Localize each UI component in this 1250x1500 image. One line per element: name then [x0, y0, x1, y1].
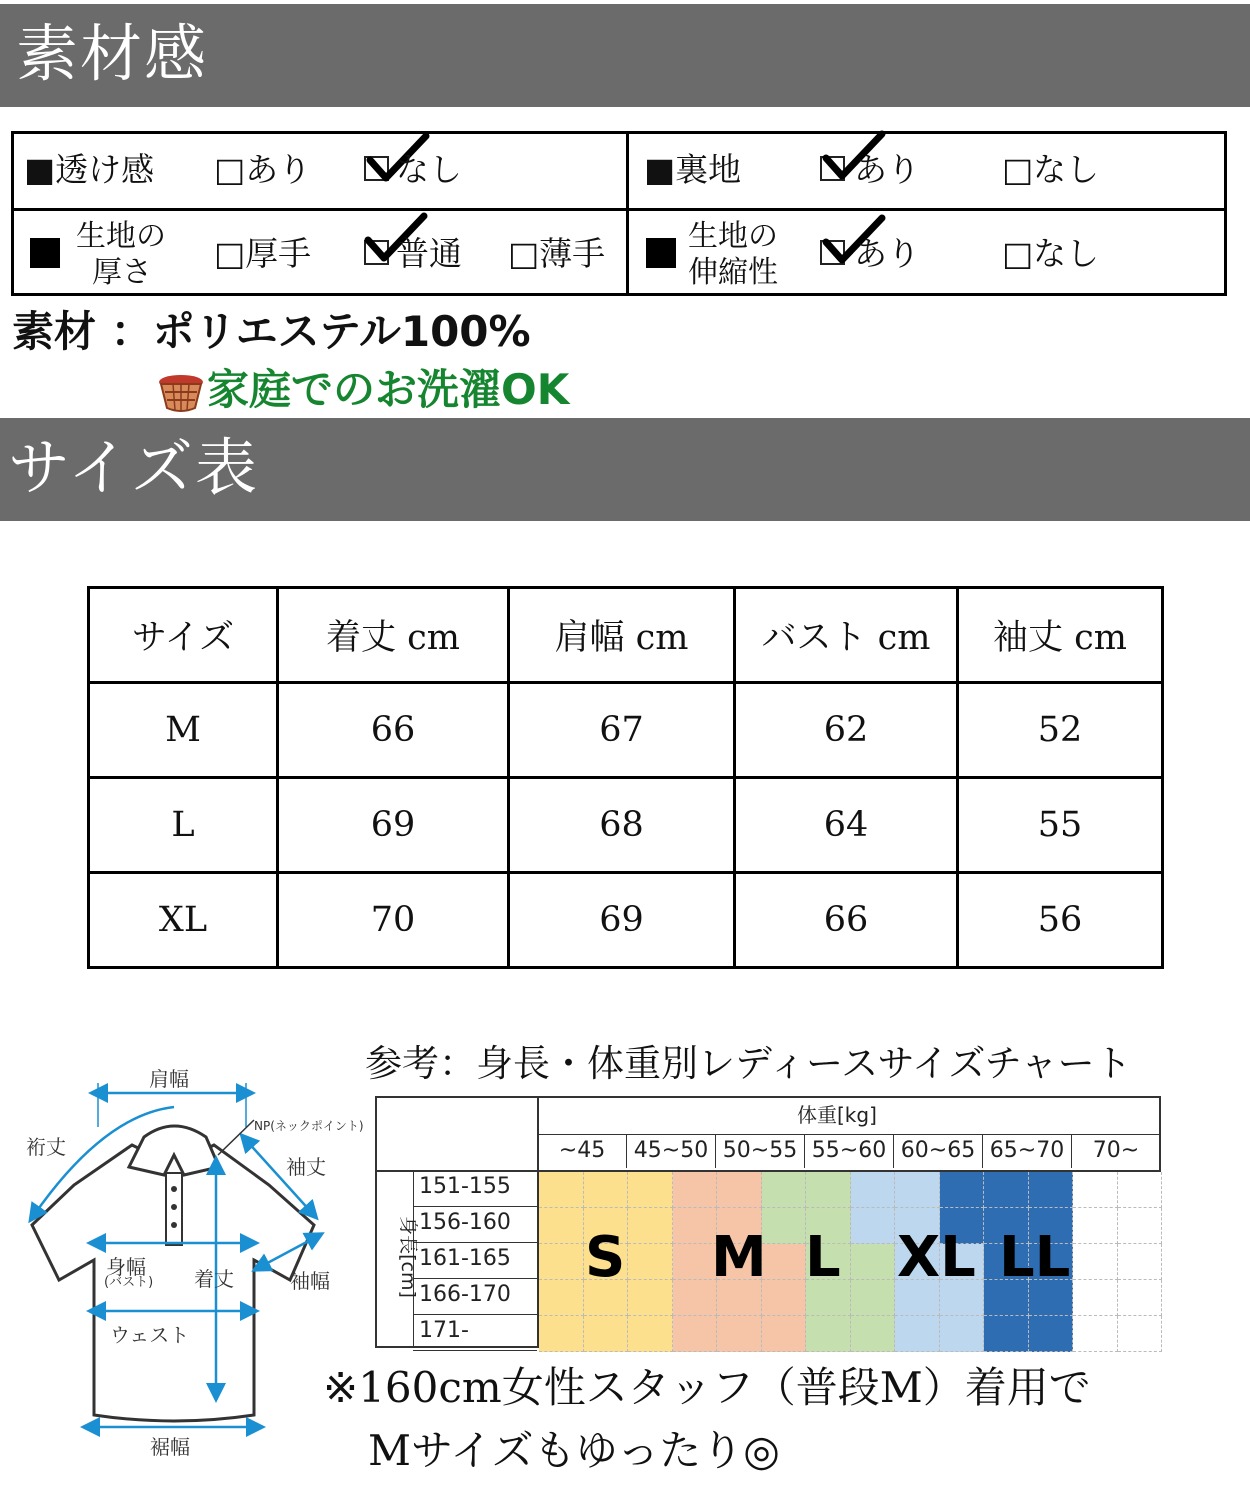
size-chart-cell: [1073, 1208, 1118, 1244]
header-shoulder: 肩幅 cm: [509, 588, 735, 683]
size-chart-cell: [1073, 1316, 1118, 1352]
weight-column-header: 65~70: [982, 1134, 1071, 1168]
size-chart-cell: [762, 1280, 807, 1316]
laundry-basket-icon: [157, 370, 205, 414]
sheer-option-no: なし: [396, 150, 462, 189]
size-chart-cell: [539, 1172, 584, 1208]
size-chart-cell: [1029, 1172, 1074, 1208]
thickness-option-thick: □厚手: [214, 234, 312, 273]
size-chart-cell: [539, 1316, 584, 1352]
stretch-label-line1: 生地の: [688, 219, 778, 254]
weight-column-header: ~45: [537, 1134, 626, 1168]
label-neck-point: NP(ネックポイント): [254, 1119, 364, 1133]
size-chart-cell: [984, 1316, 1029, 1352]
label-bust: (バスト): [104, 1275, 154, 1290]
size-chart-cell: [806, 1172, 851, 1208]
size-chart-cell: [1118, 1316, 1163, 1352]
height-row-label: 156-160: [419, 1210, 511, 1235]
size-label-s: S: [585, 1225, 626, 1290]
table-cell: L: [89, 778, 278, 873]
size-chart-cell: [584, 1172, 629, 1208]
size-chart-cell: [851, 1244, 896, 1280]
material-feel-banner: [0, 4, 1250, 107]
size-label-xl: XL: [897, 1225, 976, 1290]
table-row: [89, 683, 1163, 778]
label-sleeve-width: 袖幅: [290, 1269, 330, 1293]
table-cell: 52: [958, 683, 1163, 778]
grid-divider: [626, 134, 629, 293]
size-label-ll: LL: [999, 1225, 1071, 1290]
lining-option-yes: あり: [854, 150, 920, 189]
size-chart-cell: [940, 1316, 985, 1352]
table-row: [89, 873, 1163, 968]
table-cell: 66: [278, 683, 509, 778]
size-chart-cell: [539, 1244, 584, 1280]
table-cell: 62: [735, 683, 958, 778]
size-chart-cell: [628, 1244, 673, 1280]
weight-column-header: 45~50: [626, 1134, 715, 1168]
size-chart-cell: [895, 1316, 940, 1352]
size-chart-cell: [806, 1316, 851, 1352]
size-chart-cell: [851, 1208, 896, 1244]
thickness-option-thin: □薄手: [508, 234, 606, 273]
height-row-label: 151-155: [419, 1174, 511, 1199]
header-bust: バスト cm: [735, 588, 958, 683]
height-row-label: 161-165: [419, 1246, 511, 1271]
table-cell: 66: [735, 873, 958, 968]
garment-measurement-diagram: [14, 1055, 374, 1475]
grid-divider: [14, 208, 1224, 211]
chart-divider: [413, 1350, 537, 1351]
table-header-row: [89, 588, 1163, 683]
size-chart-cell: [762, 1316, 807, 1352]
stretch-option-no: □なし: [1002, 234, 1100, 273]
material-feel-heading: 素材感: [16, 17, 209, 90]
thickness-label-line1: 生地の: [76, 219, 166, 254]
size-chart: [375, 1096, 1161, 1348]
thickness-option-normal: 普通: [396, 234, 462, 273]
size-chart-cell: [1118, 1280, 1163, 1316]
size-chart-cell: [539, 1280, 584, 1316]
table-cell: 68: [509, 778, 735, 873]
sheer-option-yes: □あり: [214, 150, 312, 189]
size-chart-cell: [851, 1280, 896, 1316]
table-cell: 69: [509, 873, 735, 968]
lining-option-no: □なし: [1002, 150, 1100, 189]
size-table-banner: [0, 418, 1250, 521]
height-axis-label: 身長[cm]: [396, 1216, 419, 1298]
size-chart-cell: [851, 1172, 896, 1208]
size-label-m: M: [711, 1225, 767, 1290]
weight-column-header: 60~65: [893, 1134, 982, 1168]
fit-note-line2: Mサイズもゆったり◎: [368, 1426, 780, 1475]
size-chart-cell: [1029, 1316, 1074, 1352]
size-chart-cell: [762, 1244, 807, 1280]
size-chart-cell: [717, 1172, 762, 1208]
table-cell: M: [89, 683, 278, 778]
size-table-heading: サイズ表: [8, 431, 260, 504]
size-chart-title: 参考：身長・体重別レディースサイズチャート: [365, 1042, 1132, 1085]
height-row-label: 171-: [419, 1318, 469, 1343]
material-feel-grid: [11, 131, 1227, 296]
size-chart-cell: [539, 1208, 584, 1244]
label-sleeve-length: 袖丈: [286, 1155, 326, 1179]
weight-column-header: 70~: [1071, 1134, 1160, 1168]
size-chart-cell: [673, 1316, 718, 1352]
stretch-option-yes: あり: [854, 234, 920, 273]
washable-text: 家庭でのお洗濯OK: [207, 365, 570, 414]
fit-note-line1: ※160cm女性スタッフ（普段M）着用で: [323, 1363, 1091, 1412]
lining-label: ■裏地: [644, 150, 742, 189]
size-chart-cell: [1073, 1280, 1118, 1316]
table-cell: 69: [278, 778, 509, 873]
label-shoulder-width: 肩幅: [149, 1067, 189, 1091]
label-hem: 裾幅: [150, 1435, 190, 1459]
thickness-marker: [30, 238, 60, 268]
label-length: 着丈: [194, 1267, 234, 1291]
size-table: [87, 586, 1164, 969]
weight-column-header: 55~60: [804, 1134, 893, 1168]
size-chart-cell: [628, 1208, 673, 1244]
size-chart-cell: [895, 1172, 940, 1208]
material-composition: 素材 ：ポリエステル100%: [12, 307, 531, 356]
size-chart-cell: [984, 1172, 1029, 1208]
size-chart-cell: [762, 1208, 807, 1244]
table-cell: 64: [735, 778, 958, 873]
stretch-label-line2: 伸縮性: [688, 255, 778, 290]
size-chart-cell: [628, 1172, 673, 1208]
size-chart-cell: [584, 1316, 629, 1352]
size-chart-grid: [377, 1098, 1159, 1346]
table-cell: 55: [958, 778, 1163, 873]
table-cell: 70: [278, 873, 509, 968]
table-row: [89, 778, 1163, 873]
header-sleeve: 袖丈 cm: [958, 588, 1163, 683]
weight-axis-label: 体重[kg]: [797, 1103, 877, 1127]
size-chart-cell: [851, 1316, 896, 1352]
size-label-l: L: [805, 1225, 841, 1290]
table-cell: 56: [958, 873, 1163, 968]
size-chart-cell: [1073, 1172, 1118, 1208]
size-chart-cell: [940, 1172, 985, 1208]
table-cell: 67: [509, 683, 735, 778]
size-chart-cell: [1118, 1244, 1163, 1280]
size-chart-cell: [762, 1172, 807, 1208]
size-chart-cell: [628, 1280, 673, 1316]
table-cell: XL: [89, 873, 278, 968]
sheer-label: ■透け感: [24, 150, 155, 189]
size-chart-cell: [717, 1316, 762, 1352]
size-chart-cell: [628, 1316, 673, 1352]
label-yuki: 裄丈: [26, 1135, 66, 1159]
size-chart-cell: [1073, 1244, 1118, 1280]
size-chart-cell: [1118, 1208, 1163, 1244]
size-chart-cell: [1118, 1172, 1163, 1208]
weight-column-header: 50~55: [715, 1134, 804, 1168]
header-length: 着丈 cm: [278, 588, 509, 683]
height-row-label: 166-170: [419, 1282, 511, 1307]
header-size: サイズ: [89, 588, 278, 683]
size-chart-cell: [673, 1172, 718, 1208]
label-body-width: 身幅: [106, 1255, 146, 1279]
stretch-marker: [646, 238, 676, 268]
thickness-label-line2: 厚さ: [92, 255, 152, 290]
label-waist: ウェスト: [110, 1323, 190, 1347]
